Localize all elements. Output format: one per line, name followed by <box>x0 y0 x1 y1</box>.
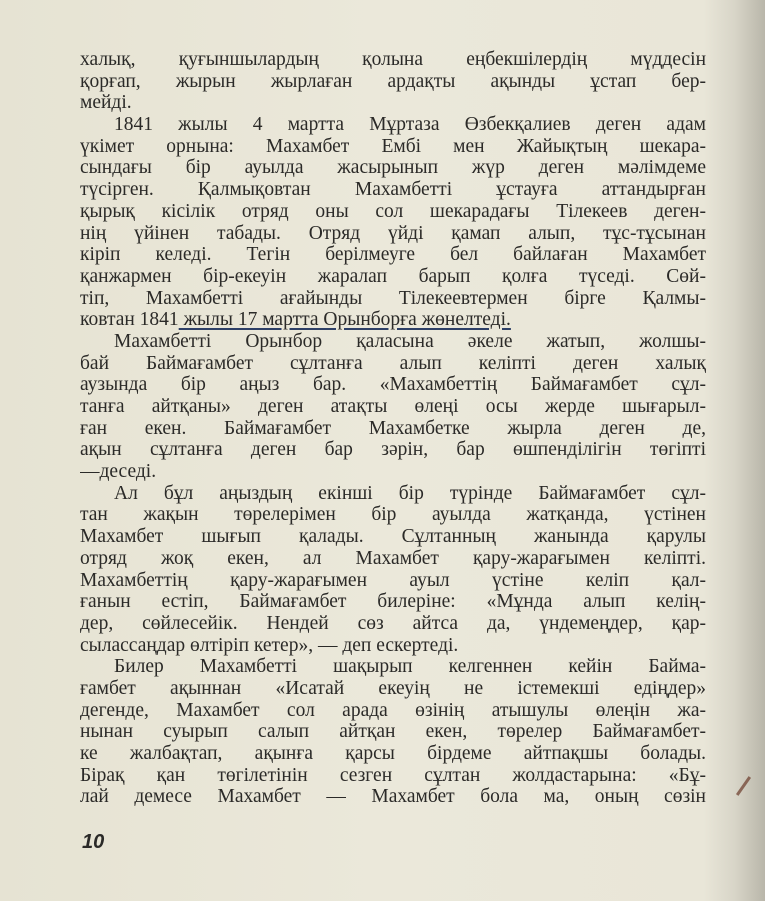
text-line: сындағы бір ауылда жасырынып жүр деген мәлімдеме <box>80 157 706 179</box>
text-line: 1841 жылы 4 мартта Мұртаза Өзбекқалиев деген адам <box>114 114 706 136</box>
text-line: Махамбеттің қару-жарағымен ауыл үстіне келіп қал- <box>80 569 706 591</box>
paragraph <box>80 656 706 808</box>
text-line: үкімет орнына: Махамбет Ембі мен Жайықтың шекара- <box>80 135 706 157</box>
text-line: дегенде, Махамбет сол арада өзінің атышулы өлеңін жа- <box>80 699 706 721</box>
text-line: Махамбет шығып қалады. Сұлтанның жанында қарулы <box>80 526 706 548</box>
text-segment: ковтан 1841 <box>80 309 179 331</box>
text-line: Билер Махамбетті шақырып келгеннен кейін Байма- <box>114 656 706 678</box>
text-line: тіп, Махамбетті ағайынды Тілекеевтермен бірге Қалмы- <box>80 287 706 309</box>
underlined-text: жылы 17 мартта Орынборға жөнелтеді. <box>178 309 511 331</box>
margin-mark <box>736 776 751 796</box>
text-line: қырық кісілік отряд оны сол шекарадағы Тілекеев деген- <box>80 200 706 222</box>
text-line: түсірген. Қалмықовтан Махамбетті ұстауға аттандырған <box>80 179 706 201</box>
text-line: сылассаңдар өлтіріп кетер», — деп ескертеді. <box>80 634 459 656</box>
text-line: қанжармен бір-екеуін жаралап барып қолға түседі. Сөй- <box>80 265 706 287</box>
text-line <box>80 309 706 331</box>
text-line: ғанын естіп, Баймағамбет билеріне: «Мұнда алып келің- <box>80 591 706 613</box>
text-line: ған екен. Баймағамбет Махамбетке жырла деген де, <box>80 417 706 439</box>
text-line: дер, сөйлесейік. Нендей сөз айтса да, үндемеңдер, қар- <box>80 612 706 634</box>
text-line: ақын сұлтанға деген бар зәрін, бар өшпенділігін төгіпті <box>80 439 706 461</box>
text-line: нің үйінен табады. Отряд үйді қамап алып, тұс-тұсынан <box>80 222 706 244</box>
text-line: лай демесе Махамбет — Махамбет бола ма, оның сөзін <box>80 786 706 808</box>
text-line: бай Баймағамбет сұлтанға алып келіпті деген халық <box>80 352 706 374</box>
text-line: нынан суырып салып айтқан екен, төрелер Баймағамбет- <box>80 721 706 743</box>
text-line: аузында бір аңыз бар. «Махамбеттің Баймағамбет сұл- <box>80 374 706 396</box>
text-line: отряд жоқ екен, ал Махамбет қару-жарағымен келіпті. <box>80 547 706 569</box>
text-line: танға айтқаны» деген атақты өлеңі осы жерде шығарыл- <box>80 396 706 417</box>
paragraph <box>80 49 706 114</box>
text-line: мейді. <box>80 92 132 114</box>
page-number: 10 <box>82 831 105 853</box>
page-body <box>80 49 706 808</box>
text-line: Бірақ қан төгілетінін сезген сұлтан жолдастарына: «Бұ- <box>80 764 706 786</box>
text-line: —деседі. <box>80 461 157 483</box>
text-line: қорғап, жырын жырлаған ардақты ақынды ұстап бер- <box>80 70 706 92</box>
paragraph <box>80 483 706 657</box>
text-line: халық, қуғыншылардың қолына еңбекшілердің мүддесін <box>80 49 706 70</box>
paragraph <box>80 114 706 331</box>
paragraph <box>80 331 706 483</box>
text-line: кіріп келеді. Тегін берілмеуге бел байлаған Махамбет <box>80 244 706 266</box>
text-line: ке жалбақтап, ақынға қарсы бірдеме айтпақшы болады. <box>80 743 706 764</box>
text-line: тан жақын төрелерімен бір ауылда жатқанда, үстінен <box>80 504 706 526</box>
text-line: Ал бұл аңыздың екінші бір түрінде Баймағамбет сұл- <box>114 482 706 504</box>
text-line: ғамбет ақыннан «Исатай екеуің не істемекші едіңдер» <box>80 677 706 699</box>
text-line: Махамбетті Орынбор қаласына әкеле жатып, жолшы- <box>114 330 706 352</box>
